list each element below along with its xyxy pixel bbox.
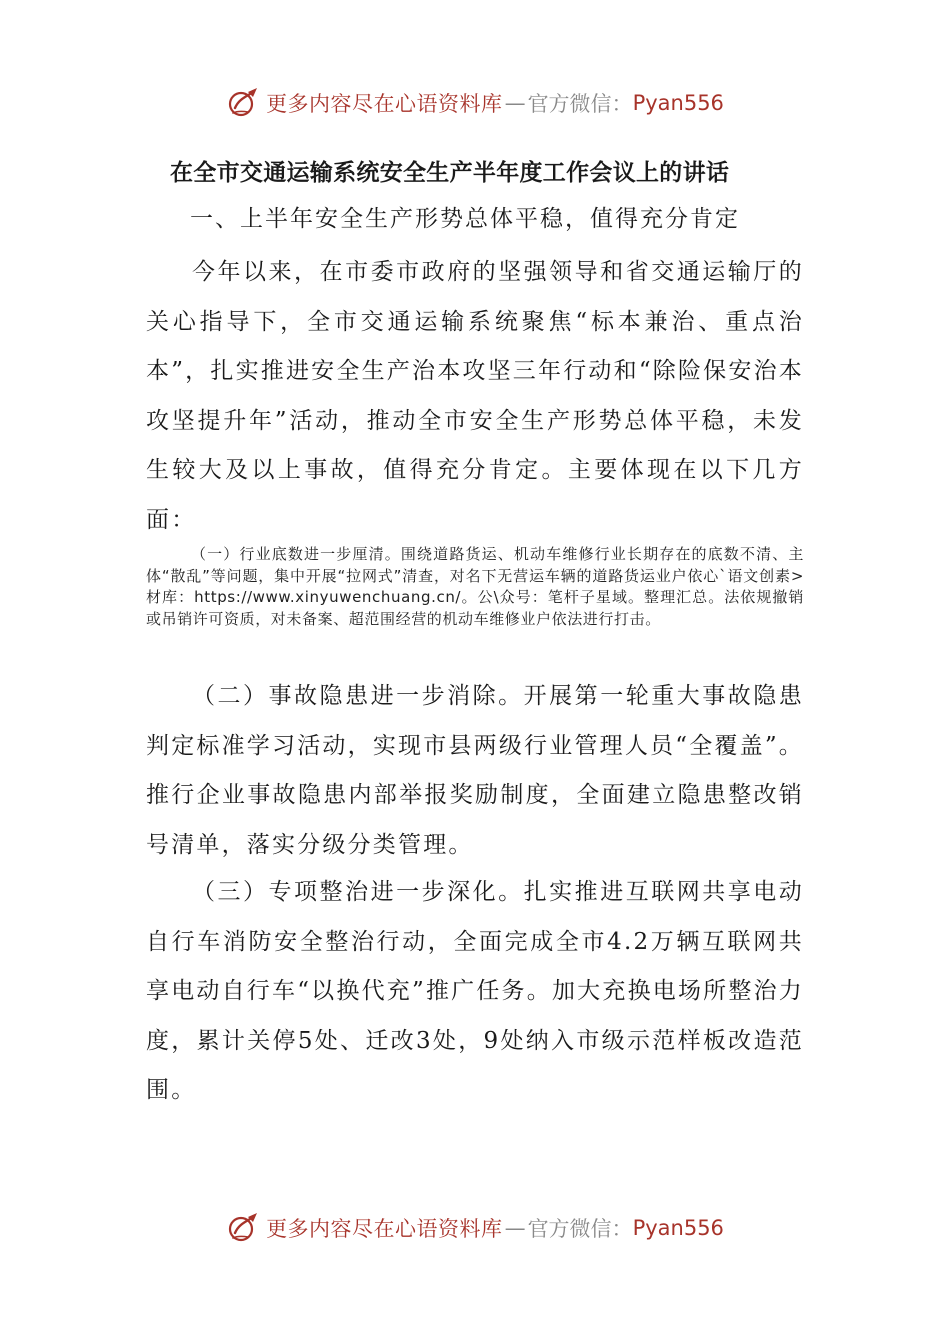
banner-wechat-id: Pyan556 (632, 1216, 724, 1240)
paragraph-intro: 今年以来，在市委市政府的坚强领导和省交通运输厅的关心指导下，全市交通运输系统聚焦“标本兼治、重点治本”，扎实推进安全生产治本攻坚三年行动和“除险保安治本攻坚提升年”活动，推动全市安全生产形势总体平稳，未发生较大及以上事故，值得充分肯定。主要体现在以下几方面： (146, 259, 804, 533)
paragraph-item-1: （一）行业底数进一步厘清。围绕道路货运、机动车维修行业长期存在的底数不清、主体“散乱”等问题，集中开展“拉网式”清查，对名下无营运车辆的道路货运业户依心`语文创素>材库：https://www.xinyuwenchuang.cn/。公\众号：笔杆子星域。整理汇总。法依规撤销或吊销许可资质，对未备案、超范围经营的机动车维修业户依法进行打击。 (146, 545, 804, 628)
paragraph-item-3: （三）专项整治进一步深化。扎实推进互联网共享电动自行车消防安全整治行动，全面完成全市4.2万辆互联网共享电动自行车“以换代充”推广任务。加大充换电场所整治力度，累计关停5处、迁改3处，9处纳入市级示范样板改造范围。 (146, 879, 804, 1103)
banner-wechat-id: Pyan556 (632, 91, 724, 115)
banner-label: 官方微信： (527, 1217, 633, 1241)
footer-banner (0, 1205, 950, 1251)
paragraph-item-2: （二）事故隐患进一步消除。开展第一轮重大事故隐患判定标准学习活动，实现市县两级行业管理人员“全覆盖”。推行企业事故隐患内部举报奖励制度，全面建立隐患整改销号清单，落实分级分类管理。 (146, 683, 804, 858)
banner-label: 官方微信： (527, 92, 633, 116)
banner-text: 更多内容尽在心语资料库 (266, 92, 503, 116)
pen-logo-icon (226, 1211, 260, 1245)
header-banner (0, 80, 950, 126)
pen-logo-icon (226, 86, 260, 120)
document-title: 在全市交通运输系统安全生产半年度工作会议上的讲话 (170, 160, 730, 186)
section-heading: 一、上半年安全生产形势总体平稳，值得充分肯定 (190, 206, 740, 232)
banner-separator: — (504, 91, 526, 115)
banner-text: 更多内容尽在心语资料库 (266, 1217, 503, 1241)
banner-separator: — (504, 1216, 526, 1240)
